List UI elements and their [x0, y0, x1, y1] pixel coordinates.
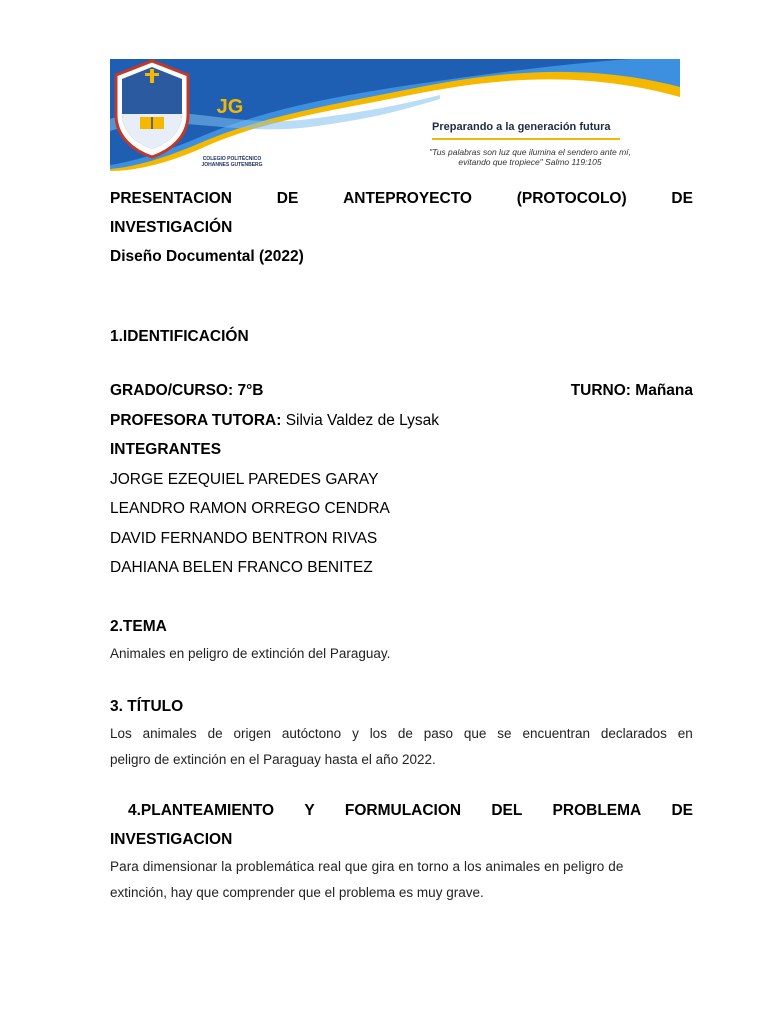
heading-word: 4.PLANTEAMIENTO — [128, 802, 275, 819]
turno-label: TURNO: — [570, 382, 631, 399]
titulo-line1 — [110, 721, 693, 747]
section-identificacion — [110, 322, 693, 351]
quote-line1: "Tus palabras son luz que ilumina el sendero ante mí, — [429, 147, 631, 157]
word: y — [352, 726, 359, 741]
section-tema — [110, 612, 693, 667]
problema-heading-line1 — [110, 796, 693, 825]
identificacion-details — [110, 376, 693, 583]
titulo-line2: peligro de extinción en el Paraguay hasta el año 2022. — [110, 752, 436, 767]
heading-word: Y — [304, 802, 315, 819]
word: que — [463, 726, 487, 741]
school-name — [192, 156, 272, 168]
title-word: ANTEPROYECTO — [343, 190, 472, 207]
word: encuentran — [522, 726, 590, 741]
tutora-value: Silvia Valdez de Lysak — [285, 411, 440, 429]
problema-line1: Para dimensionar la problemática real que gira en torno a los animales en peligro de — [110, 859, 624, 874]
list-item: DAHIANA BELEN FRANCO BENITEZ — [110, 559, 373, 576]
tema-text: Animales en peligro de extinción del Paraguay. — [110, 646, 391, 661]
document-title-line2: INVESTIGACIÓN — [110, 219, 233, 236]
grado-label: GRADO/CURSO: — [110, 382, 234, 399]
tutora-label: PROFESORA TUTORA: — [110, 411, 282, 429]
title-word: DE — [276, 190, 299, 207]
title-word: DE — [671, 190, 693, 207]
list-item: DAVID FERNANDO BENTRON RIVAS — [110, 529, 378, 547]
list-item: LEANDRO RAMON ORREGO CENDRA — [110, 500, 390, 517]
heading-word: PROBLEMA — [552, 802, 642, 819]
grado-field — [110, 376, 263, 406]
heading-word: DEL — [491, 802, 523, 819]
section-problema — [110, 796, 693, 906]
word: se — [497, 726, 512, 741]
integrantes-label — [110, 435, 693, 465]
word: paso — [423, 726, 454, 741]
banner-quote — [410, 147, 650, 167]
section-heading: 3. TÍTULO — [110, 698, 184, 715]
turno-field — [571, 376, 693, 406]
word: animales — [142, 726, 197, 741]
word: en — [677, 726, 693, 741]
title-word: PRESENTACION — [110, 190, 233, 207]
heading-word: FORMULACION — [344, 802, 462, 819]
section-heading: 2.TEMA — [110, 618, 167, 635]
school-name-line2: JOHANNES GUTENBERG — [201, 162, 263, 168]
tutora-row — [110, 406, 693, 436]
word: de — [397, 726, 413, 741]
integrantes-label-text: INTEGRANTES — [110, 441, 222, 458]
word: de — [207, 726, 223, 741]
header-banner — [110, 59, 680, 171]
school-crest-icon — [110, 59, 194, 159]
section-titulo — [110, 692, 693, 773]
document-subtitle: Diseño Documental (2022) — [110, 248, 304, 265]
word: origen — [233, 726, 271, 741]
word: Los — [110, 726, 132, 741]
problema-line2: extinción, hay que comprender que el problema es muy grave. — [110, 885, 484, 900]
word: declarados — [600, 726, 667, 741]
school-name-line1: COLEGIO POLITÉCNICO — [202, 156, 262, 162]
turno-value: Mañana — [635, 382, 693, 399]
tagline-underline — [432, 138, 620, 140]
word: autóctono — [281, 726, 342, 741]
document-header — [110, 184, 693, 271]
grado-turno-row — [110, 376, 693, 406]
section-heading: 1.IDENTIFICACIÓN — [110, 328, 249, 345]
banner-tagline: Preparando a la generación futura — [432, 121, 611, 133]
grado-value: 7°B — [237, 382, 264, 399]
quote-line2: evitando que tropiece" Salmo 119:105 — [458, 157, 602, 167]
list-item: JORGE EZEQUIEL PAREDES GARAY — [110, 470, 379, 488]
crest-letters: JG — [216, 96, 244, 118]
title-word: (PROTOCOLO) — [516, 190, 627, 207]
word: los — [369, 726, 387, 741]
heading-word: DE — [671, 802, 693, 819]
document-title-line1 — [110, 184, 693, 213]
problema-heading-line2: INVESTIGACION — [110, 831, 233, 848]
